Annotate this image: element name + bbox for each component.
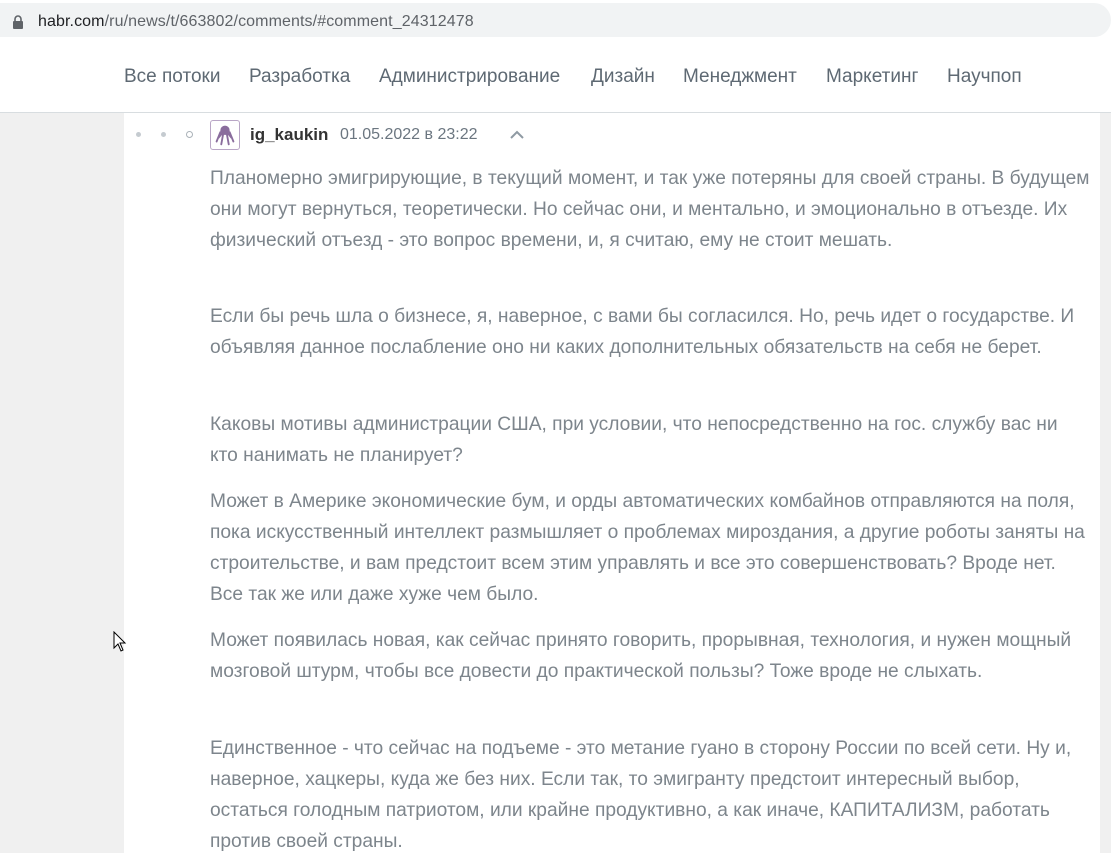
chevron-up-icon[interactable]	[509, 128, 525, 140]
site-nav	[0, 40, 1111, 113]
comment-date[interactable]: 01.05.2022 в 23:22	[340, 126, 478, 143]
nav-item-administration[interactable]: Администрирование	[379, 66, 561, 87]
url-path: /ru/news/t/663802/comments/#comment_24312478	[104, 13, 474, 30]
comment-author[interactable]: ig_kaukin	[250, 125, 329, 144]
nav-item-design[interactable]: Дизайн	[591, 66, 655, 87]
comment-paragraph: Может появилась новая, как сейчас принято говорить, прорывная, технология, и нужен мощный мозговой штурм, чтобы все довести до практической пользы? Тоже вроде не слыхать.	[210, 630, 1072, 682]
comment-paragraph: Каковы мотивы администрации США, при условии, что непосредственно на гос. службу вас ни кто нанимать не планирует?	[210, 414, 1058, 466]
nav-item-development[interactable]: Разработка	[249, 66, 351, 87]
thread-level-dot	[161, 132, 166, 137]
lock-icon[interactable]	[12, 15, 24, 29]
comment-paragraph: Единственное - что сейчас на подъеме - это метание гуано в сторону России по всей сети. Ну и, наверное, хацкеры, куда же без них. Если так, то эмигранту предстоит интересный выбор, остаться голодным патриотом, или крайне продуктивно, а как иначе, КАПИТАЛИЗМ, работать против своей страны.	[210, 738, 1072, 852]
url-field[interactable]	[0, 3, 1111, 37]
right-gutter	[1100, 113, 1111, 853]
url-host: habr.com	[38, 13, 105, 30]
comment-paragraph: Если бы речь шла о бизнесе, я, наверное, с вами бы согласился. Но, речь идет о государстве. И объявляя данное послабление оно ни каких дополнительных обязательств на себя не берет.	[210, 306, 1075, 358]
nav-item-popular-science[interactable]: Научпоп	[947, 66, 1022, 87]
octopus-avatar-icon[interactable]	[210, 120, 240, 150]
thread-level-dot	[136, 132, 141, 137]
nav-item-all-streams[interactable]: Все потоки	[124, 66, 221, 87]
nav-item-management[interactable]: Менеджмент	[683, 66, 797, 87]
browser-address-bar	[0, 0, 1111, 40]
url-text[interactable]	[38, 13, 474, 31]
thread-level-ring	[186, 131, 193, 138]
nav-item-marketing[interactable]: Маркетинг	[826, 66, 919, 87]
mouse-pointer-icon	[113, 631, 127, 652]
comment-paragraph: Планомерно эмигрирующие, в текущий момент, и так уже потеряны для своей страны. В будущем они могут вернуться, теоретически. Но сейчас они, и ментально, и эмоционально в отъезде. Их физический отъезд - это вопрос времени, и, я считаю, ему не стоит мешать.	[210, 168, 1090, 251]
left-gutter	[0, 113, 124, 853]
comment-paragraph: Может в Америке экономические бум, и орды автоматических комбайнов отправляются на поля, пока искусственный интеллект размышляет о проблемах мироздания, а другие роботы заняты на строительстве, и вам предстоит всем этим управлять и все это совершенствовать? Вроде нет. Все так же или даже хуже чем было.	[210, 491, 1085, 605]
